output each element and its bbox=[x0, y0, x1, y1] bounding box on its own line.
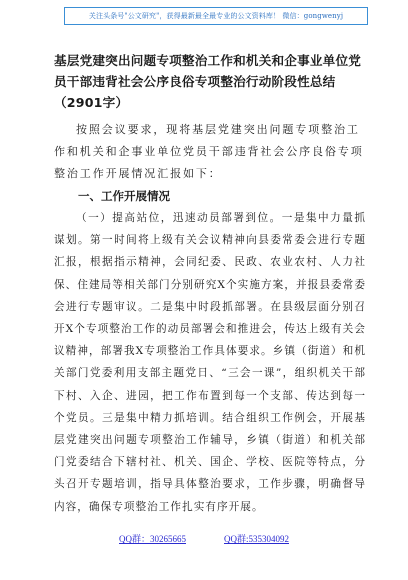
qq-group-link-1[interactable]: QQ群：30265665 bbox=[119, 534, 186, 544]
body-paragraph: （一）提高站位，迅速动员部署到位。一是集中力量抓谋划。第一时间将上级有关会议精神向县委常委会进行专题汇报，根据指示精神，会同纪委、民政、农业农村、人力社保、住建局等相关部门分别研究X个实施方案，并报县委常委会进行专题审议。二是集中时段抓部署。在县级层面分别召开X个专项整治工作的动员部署会和推进会，传达上级有关会议精神，部署我X专项整治工作具体要求。乡镇（街道）和机关部门党委利用支部主题党日、“三会一课”，组织机关干部下村、入企、进园，把工作布置到每一个支部、传达到每一个党员。三是集中精力抓培训。结合组织工作例会，开展基层党建突出问题专项整治工作辅导，乡镇（街道）和机关部门党委结合下辖村社、机关、国企、学校、医院等特点，分头召开专题培训，指导具体整治要求，工作步骤，明确督导内容，确保专项整治工作扎实有序开展。 bbox=[54, 212, 366, 513]
intro-paragraph: 按照会议要求，现将基层党建突出问题专项整治工作和机关和企事业单位党员干部违背社会公序良俗专项整治工作开展情况汇报如下： bbox=[54, 123, 364, 180]
section-heading: 一、工作开展情况 bbox=[78, 189, 170, 203]
qq-group-link-2[interactable]: QQ群:535304092 bbox=[224, 534, 289, 544]
document-body bbox=[54, 50, 366, 518]
footer bbox=[0, 532, 408, 545]
banner-text: 关注头条号"公文研究"，获得最新最全最专业的公文资料库！ 微信：gongwenyj bbox=[88, 12, 344, 20]
header-banner[interactable] bbox=[64, 7, 368, 25]
document-title: 基层党建突出问题专项整治工作和机关和企事业单位党员干部违背社会公序良俗专项整治行动阶段性总结（2901字） bbox=[54, 53, 362, 110]
